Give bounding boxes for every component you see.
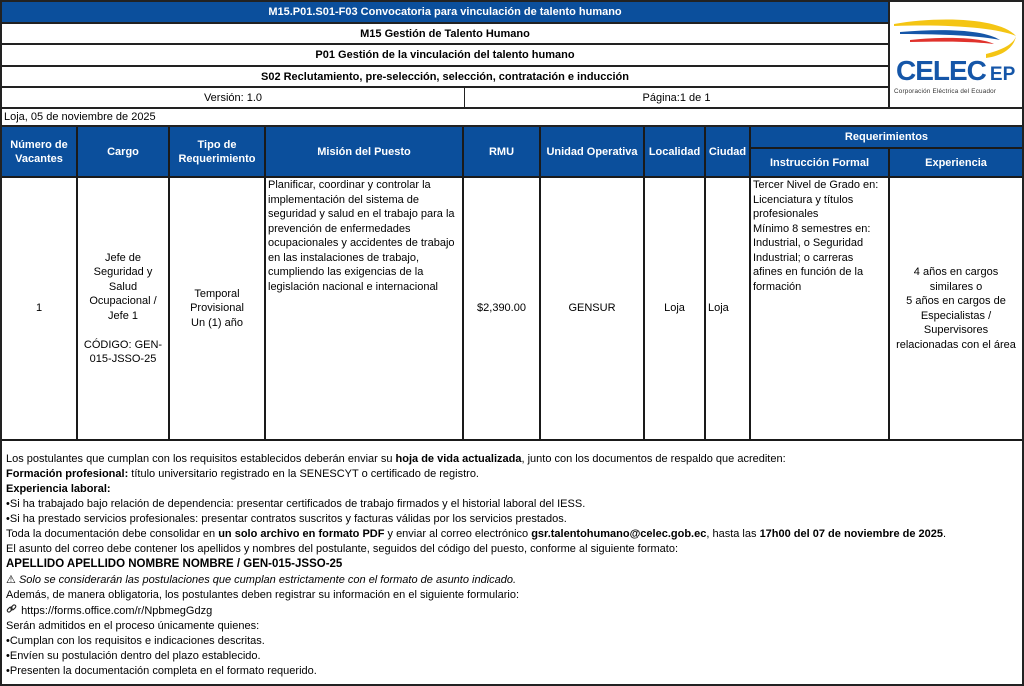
mision-line: cumpliendo las exigencias de la xyxy=(268,266,424,278)
intro-bold: hoja de vida actualizada xyxy=(395,453,522,465)
deadline-text: 17h00 del 07 de noviembre de 2025 xyxy=(759,528,943,540)
subprocess-text: S02 Reclutamiento, pre-selección, selección, contratación e inducción xyxy=(260,70,629,83)
doc-text: . xyxy=(943,528,947,540)
logo-wordmark xyxy=(896,56,1020,86)
vacantes-value: 1 xyxy=(35,302,43,315)
cell-rmu xyxy=(464,178,541,439)
process-text: P01 Gestión de la vinculación del talento humano xyxy=(315,49,575,61)
cell-cargo xyxy=(78,178,170,439)
page-cell xyxy=(465,88,890,109)
experiencia-line: similares o xyxy=(929,280,983,293)
formacion-label: Formación profesional: xyxy=(6,468,129,480)
mision-line: legislación nacional e internacional xyxy=(268,280,439,293)
col-cargo: Cargo xyxy=(78,127,170,176)
experiencia-line: 4 años en cargos xyxy=(913,266,999,278)
col-vacantes: Número de Vacantes xyxy=(2,127,78,176)
mision-line: implementación del sistema de xyxy=(268,193,420,206)
experiencia-line: 5 años en cargos de xyxy=(906,295,1006,307)
col-mision: Misión del Puesto xyxy=(266,127,464,176)
mision-line: ocupacionales y accidentes de trabajo xyxy=(268,237,455,249)
mision-line: Planificar, coordinar y controlar la xyxy=(268,179,431,191)
cargo-line: Seguridad y xyxy=(93,266,153,278)
admitted-item-2: •Envíen su postulación dentro del plazo establecido. xyxy=(6,650,261,662)
cell-ciudad xyxy=(706,178,751,439)
instruccion-line: Tercer Nivel de Grado en: xyxy=(753,179,879,191)
subject-format-line xyxy=(6,557,1022,572)
subject-format: APELLIDO APELLIDO NOMBRE NOMBRE / GEN-015-JSSO-25 xyxy=(6,558,343,570)
rmu-value: $2,390.00 xyxy=(477,302,526,315)
localidad-value: Loja xyxy=(664,302,685,315)
admitted-item-1: •Cumplan con los requisitos e indicaciones descritas. xyxy=(6,635,265,647)
link-icon xyxy=(6,603,18,619)
formacion-line xyxy=(6,467,1022,482)
form-title-text: M15.P01.S01-F03 Convocatoria para vinculación de talento humano xyxy=(268,6,622,18)
instruccion-line: Mínimo 8 semestres en: xyxy=(753,222,871,235)
col-tipo: Tipo de Requerimiento xyxy=(170,127,266,176)
warning-text: Solo se considerarán las postulaciones que cumplan estrictamente con el formato de asunto indicado. xyxy=(18,574,517,586)
experiencia-line: Supervisores xyxy=(923,324,989,336)
experiencia-label-line xyxy=(6,482,1022,497)
mision-line: en las instalaciones de trabajo, xyxy=(268,251,420,264)
unidad-value: GENSUR xyxy=(568,302,616,315)
instruccion-line: Industrial, o Seguridad xyxy=(753,237,864,249)
ciudad-value: Loja xyxy=(708,302,729,315)
cargo-line: Salud xyxy=(108,280,138,293)
warning-icon: ⚠ xyxy=(6,573,16,586)
subject-intro: El asunto del correo debe contener los apellidos y nombres del postulante, seguidos del código del puesto, conforme al siguiente formato: xyxy=(6,543,679,555)
experiencia-line: relacionadas con el área xyxy=(896,338,1016,351)
cell-experiencia xyxy=(890,178,1022,439)
logo-suffix: EP xyxy=(989,64,1016,85)
col-localidad: Localidad xyxy=(645,127,706,176)
table-row xyxy=(2,178,1022,441)
mision-line: prevención de enfermedades xyxy=(268,222,411,235)
instruccion-line: profesionales xyxy=(753,208,819,220)
macroprocess-row xyxy=(2,24,890,45)
exp-item-2: •Si ha prestado servicios profesionales: presentar contratos suscritos y facturas válidas por los servicios prestados. xyxy=(6,513,567,525)
tipo-line: Provisional xyxy=(190,302,244,315)
col-unidad: Unidad Operativa xyxy=(541,127,645,176)
page-number-text: Página:1 de 1 xyxy=(642,91,711,104)
warning-line xyxy=(6,572,1022,588)
doc-text: , hasta las xyxy=(706,528,760,540)
version-text: Versión: 1.0 xyxy=(203,91,263,104)
intro-line xyxy=(6,452,1022,467)
admitted-intro: Serán admitidos en el proceso únicamente quienes: xyxy=(6,620,260,632)
exp-item-1: •Si ha trabajado bajo relación de dependencia: presentar certificados de trabajo firmados y el historial laboral del IESS. xyxy=(6,498,586,510)
cargo-code-line: CÓDIGO: GEN- xyxy=(83,338,163,351)
macroprocess-text: M15 Gestión de Talento Humano xyxy=(360,27,530,40)
cell-mision xyxy=(266,178,464,439)
col-rmu: RMU xyxy=(464,127,541,176)
instruccion-line: Licenciatura y títulos xyxy=(753,193,854,206)
cargo-line: Ocupacional / xyxy=(89,295,157,307)
documentation-line xyxy=(6,527,1022,542)
celec-logo xyxy=(890,2,1022,109)
form-title xyxy=(2,2,890,24)
cargo-line: Jefe de xyxy=(104,251,142,264)
date-line xyxy=(2,109,1022,127)
form-link-line xyxy=(6,603,1022,619)
intro-text: Los postulantes que cumplan con los requisitos establecidos deberán enviar su xyxy=(6,453,396,465)
col-requerimientos: Requerimientos xyxy=(751,127,1022,149)
form-intro: Además, de manera obligatoria, los postulantes deben registrar su información en el siguiente formulario: xyxy=(6,589,520,601)
tipo-line: Temporal xyxy=(194,287,240,300)
doc-bold: un solo archivo en formato PDF xyxy=(218,528,385,540)
table-header xyxy=(2,127,1022,178)
experiencia-line: Especialistas / xyxy=(920,309,992,322)
cargo-code-line: 015-JSSO-25 xyxy=(89,353,157,365)
experiencia-label: Experiencia laboral: xyxy=(6,483,111,495)
formacion-text: título universitario registrado en la SENESCYT o certificado de registro. xyxy=(128,468,479,480)
col-experiencia: Experiencia xyxy=(890,149,1022,176)
logo-brand: CELEC xyxy=(896,55,986,86)
form-url-link[interactable]: https://forms.office.com/r/NpbmegGdzg xyxy=(21,605,213,617)
cargo-line: Jefe 1 xyxy=(108,309,138,322)
mision-line: seguridad y salud en el trabajo para la xyxy=(268,208,455,220)
tipo-line: Un (1) año xyxy=(191,316,243,329)
subprocess-row xyxy=(2,67,890,88)
doc-text: Toda la documentación debe consolidar en xyxy=(6,528,219,540)
cell-instruccion xyxy=(751,178,890,439)
instruccion-line: formación xyxy=(753,280,802,293)
cell-tipo xyxy=(170,178,266,439)
date-text: Loja, 05 de noviembre de 2025 xyxy=(4,111,156,123)
instruccion-line: Industrial; o carreras xyxy=(753,251,854,264)
cell-unidad xyxy=(541,178,645,439)
intro-text-end: , junto con los documentos de respaldo que acrediten: xyxy=(521,453,786,465)
col-instruccion: Instrucción Formal xyxy=(751,149,890,176)
admitted-item-3: •Presenten la documentación completa en el formato requerido. xyxy=(6,665,317,677)
col-ciudad: Ciudad xyxy=(706,127,751,176)
version-cell xyxy=(2,88,465,109)
cell-vacantes xyxy=(2,178,78,439)
process-row xyxy=(2,45,890,67)
logo-tagline: Corporación Eléctrica del Ecuador xyxy=(894,88,997,95)
col-requerimientos-group xyxy=(751,127,1022,176)
cell-localidad xyxy=(645,178,706,439)
doc-text: y enviar al correo electrónico xyxy=(384,528,532,540)
instruccion-line: afines en función de la xyxy=(753,266,864,278)
instructions-section xyxy=(2,441,1022,684)
email-link[interactable]: gsr.talentohumano@celec.gob.ec xyxy=(531,528,707,540)
